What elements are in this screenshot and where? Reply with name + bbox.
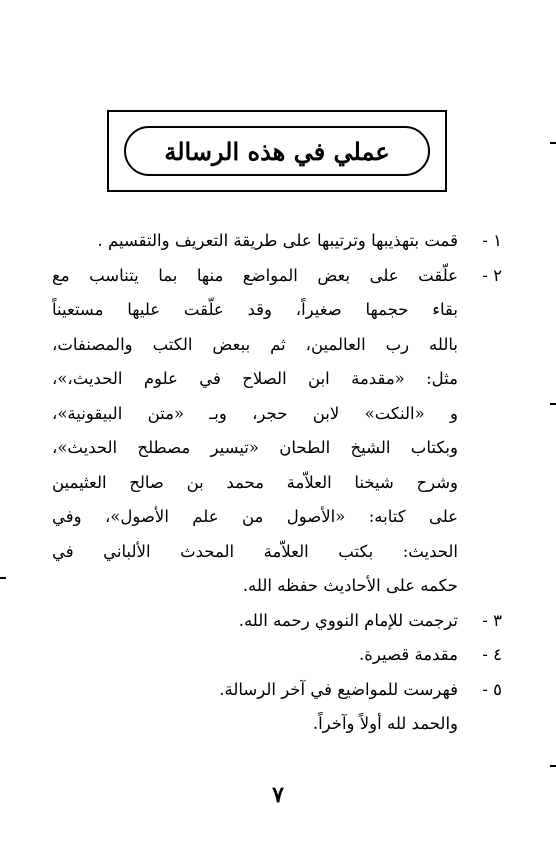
item-number: ٤ -: [482, 645, 502, 664]
item-line: حكمه على الأحاديث حفظه الله.: [242, 576, 458, 595]
list-item: [52, 638, 502, 673]
edge-mark: [550, 765, 556, 767]
edge-mark: [550, 142, 556, 144]
item-line: مثل: «مقدمة ابن الصلاح في علوم الحديث،»،: [52, 369, 458, 388]
item-line: بقاء حجمها صغيراً، وقد علّقت عليها مستعيناً: [52, 300, 458, 319]
item-text: [52, 638, 458, 673]
item-number: ٢ -: [482, 265, 502, 285]
item-line: مقدمة قصيرة.: [359, 645, 458, 664]
item-text: [52, 224, 458, 259]
item-line: ترجمت للإمام النووي رحمه الله.: [238, 610, 458, 630]
item-line: الحديث: بكتب العلاّمة المحدث الألباني في: [52, 541, 458, 561]
closing-line: والحمد لله أولاً وآخراً.: [312, 714, 458, 733]
item-line: فهرست للمواضيع في آخر الرسالة.: [219, 679, 458, 699]
item-text: [52, 604, 458, 639]
item-text: [52, 259, 458, 604]
list-item: [52, 604, 502, 639]
item-text: [52, 673, 458, 708]
item-line: على كتابه: «الأصول من علم الأصول»، وفي: [52, 507, 458, 526]
page-title: عملي في هذه الرسالة: [164, 136, 390, 166]
item-number: ٥ -: [482, 679, 502, 699]
item-line: علّقت على بعض المواضع منها بما يتناسب مع: [52, 265, 458, 285]
item-line: وشرح شيخنا العلاّمة محمد بن صالح العثيمين: [52, 472, 458, 492]
items-list: [52, 224, 502, 742]
page-number: ٧: [272, 782, 284, 808]
item-line: و «النكت» لابن حجر، وبـ «متن البيقونية»،: [52, 403, 458, 423]
title-pill: [124, 126, 430, 176]
list-item: [52, 224, 502, 259]
edge-mark: [550, 403, 556, 405]
item-line: قمت بتهذيبها وترتيبها على طريقة التعريف والتقسيم .: [97, 231, 458, 250]
item-line: وبكتاب الشيخ الطحان «تيسير مصطلح الحديث»،: [52, 438, 458, 457]
item-line: بالله رب العالمين، ثم ببعض الكتب والمصنفات،: [52, 334, 458, 354]
list-item: [52, 259, 502, 604]
edge-mark: [0, 577, 6, 579]
item-number: ١ -: [482, 231, 502, 250]
item-number: ٣ -: [482, 610, 502, 630]
list-item: [52, 673, 502, 708]
